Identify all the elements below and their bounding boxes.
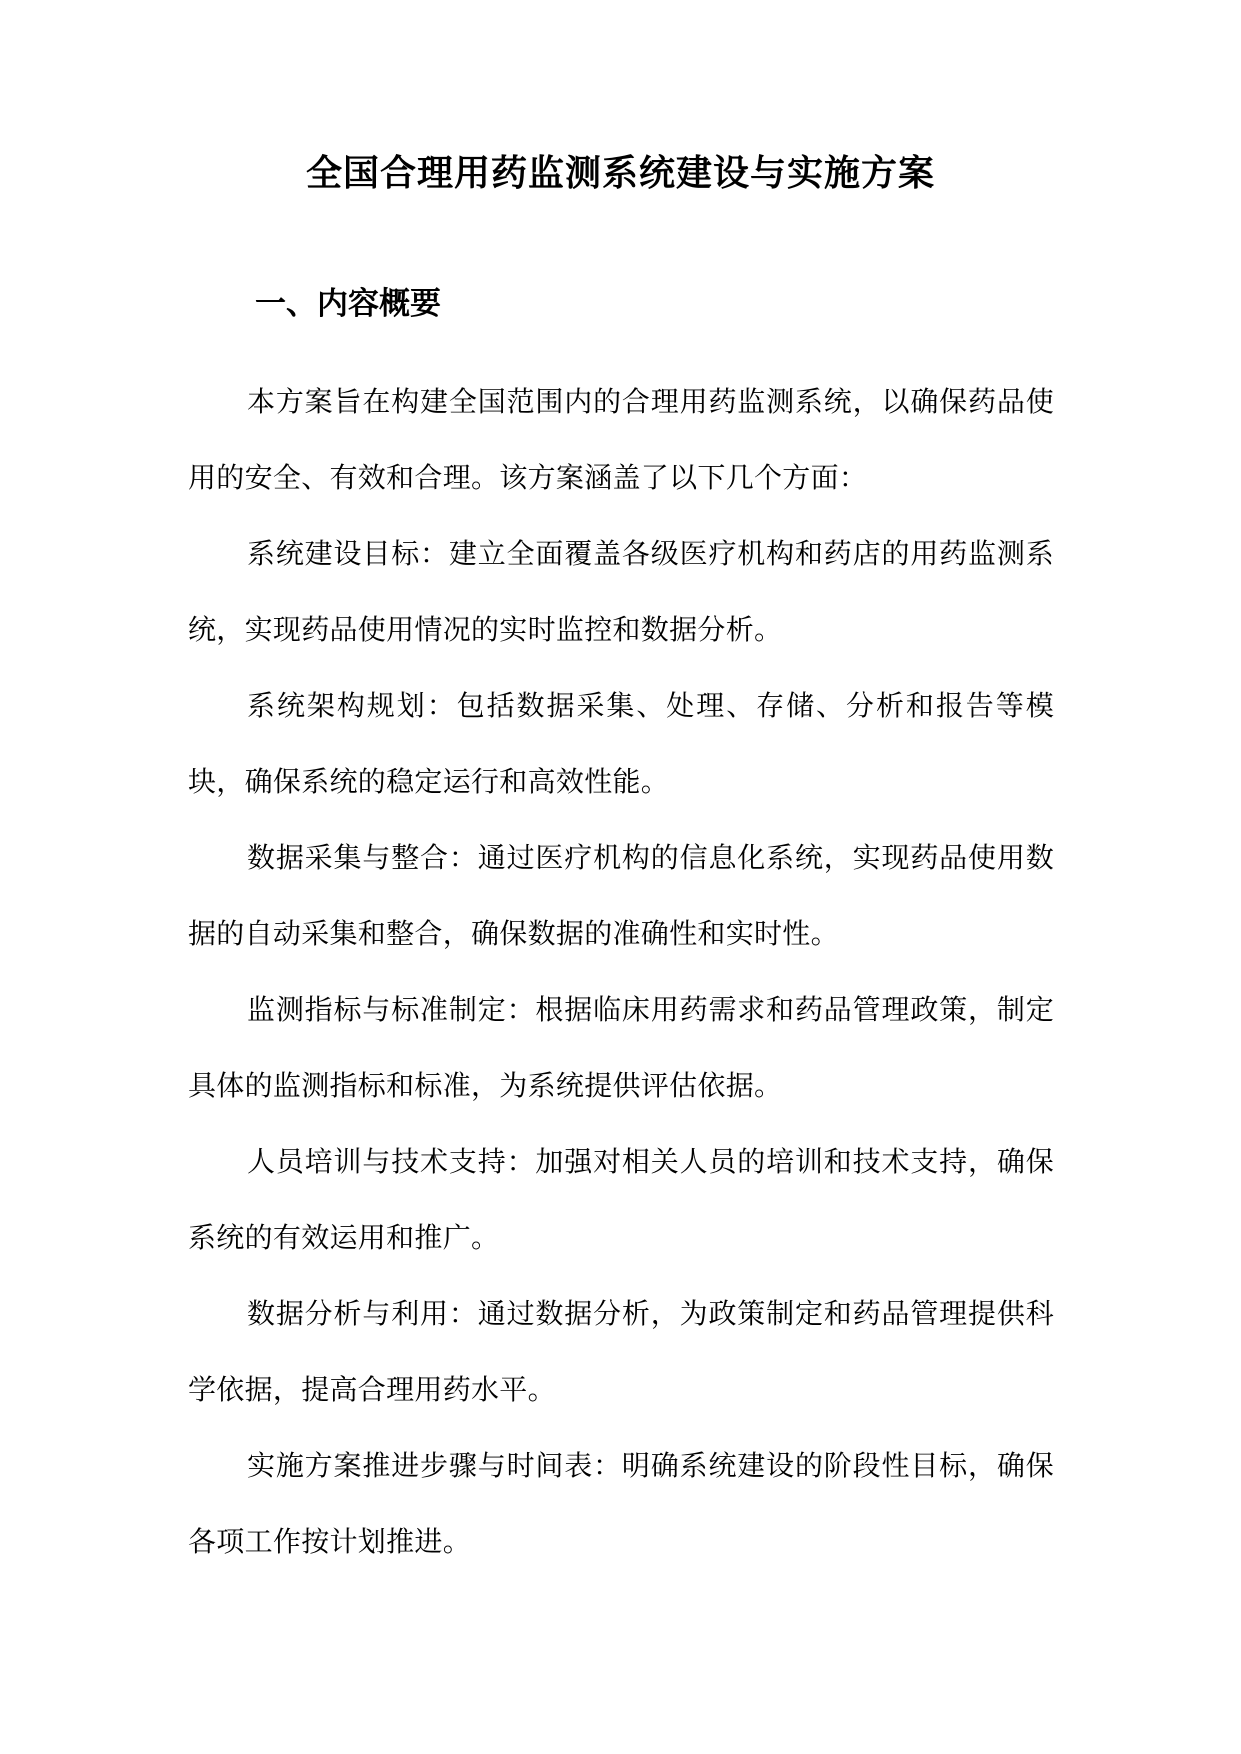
section-heading: 一、内容概要 [255, 286, 441, 322]
paragraph-schedule: 实施方案推进步骤与时间表：明确系统建设的阶段性目标，确保各项工作按计划推进。 [188, 1449, 1054, 1558]
paragraph-system-goal: 系统建设目标：建立全面覆盖各级医疗机构和药店的用药监测系统，实现药品使用情况的实时监控和数据分析。 [188, 537, 1054, 646]
document-title: 全国合理用药监测系统建设与实施方案 [305, 153, 935, 194]
paragraph-data-collection: 数据采集与整合：通过医疗机构的信息化系统，实现药品使用数据的自动采集和整合，确保数据的准确性和实时性。 [188, 841, 1054, 950]
paragraph-intro: 本方案旨在构建全国范围内的合理用药监测系统，以确保药品使用的安全、有效和合理。该方案涵盖了以下几个方面： [188, 385, 1054, 494]
document-body [188, 364, 1054, 1580]
paragraph-indicators: 监测指标与标准制定：根据临床用药需求和药品管理政策，制定具体的监测指标和标准，为系统提供评估依据。 [188, 993, 1054, 1102]
paragraph-data-analysis: 数据分析与利用：通过数据分析，为政策制定和药品管理提供科学依据，提高合理用药水平。 [188, 1297, 1054, 1406]
paragraph-architecture: 系统架构规划：包括数据采集、处理、存储、分析和报告等模块，确保系统的稳定运行和高效性能。 [188, 689, 1054, 798]
paragraph-training: 人员培训与技术支持：加强对相关人员的培训和技术支持，确保系统的有效运用和推广。 [188, 1145, 1054, 1254]
